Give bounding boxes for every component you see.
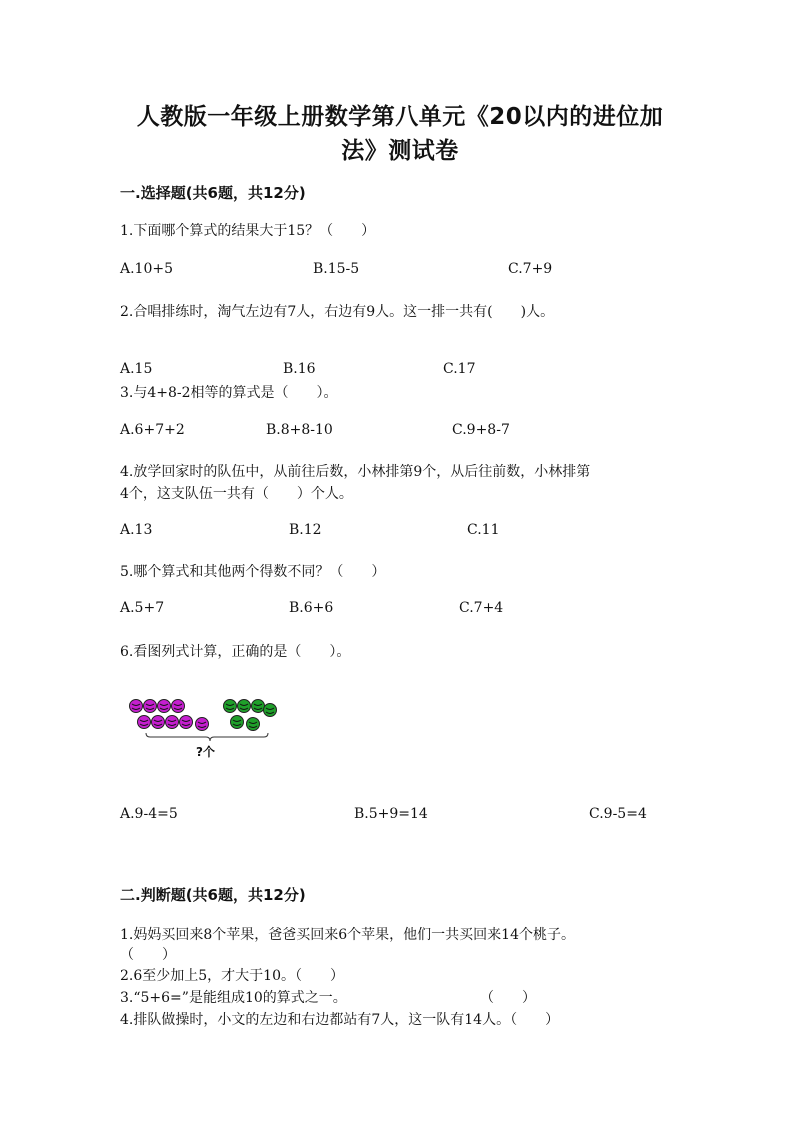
page-title-continued: 法》测试卷 (341, 138, 459, 164)
figure-label: ?个 (196, 745, 215, 759)
section-heading-judgment: 二.判断题(共6题，共12分) (120, 886, 306, 904)
question-4-line1: 4.放学回家时的队伍中，从前往后数，小林排第9个，从后往前数，小林排第 (120, 464, 591, 480)
marble-group (130, 700, 277, 731)
judgment-3-answer[interactable]: （ ） (480, 990, 536, 1006)
question-6: 6.看图列式计算，正确的是（ ）。 (120, 644, 351, 660)
brace-line (146, 733, 268, 741)
option-1a[interactable]: A.10+5 (120, 261, 174, 277)
option-2a[interactable]: A.15 (120, 361, 153, 377)
option-1c[interactable]: C.7+9 (508, 261, 553, 277)
option-4b[interactable]: B.12 (289, 522, 322, 538)
option-6a[interactable]: A.9-4=5 (120, 806, 178, 822)
option-2c[interactable]: C.17 (443, 361, 476, 377)
option-5b[interactable]: B.6+6 (289, 600, 334, 616)
section-heading-choice: 一.选择题(共6题，共12分) (120, 184, 306, 202)
page-title: 人教版一年级上册数学第八单元《20以内的进位加 (136, 104, 664, 130)
marble-figure (126, 695, 286, 765)
question-2: 2.合唱排练时，淘气左边有7人，右边有9人。这一排一共有( )人。 (120, 304, 555, 320)
question-5: 5.哪个算式和其他两个得数不同？（ ） (120, 564, 386, 580)
judgment-4: 4.排队做操时，小文的左边和右边都站有7人，这一队有14人。（ ） (120, 1012, 560, 1028)
judgment-2: 2.6至少加上5，才大于10。（ ） (120, 968, 344, 984)
option-1b[interactable]: B.15-5 (313, 261, 360, 277)
option-3a[interactable]: A.6+7+2 (120, 422, 185, 438)
question-4-line2: 4个，这支队伍一共有（ ）个人。 (120, 486, 353, 502)
judgment-3: 3.“5+6=”是能组成10的算式之一。 (120, 990, 347, 1006)
option-5c[interactable]: C.7+4 (459, 600, 504, 616)
judgment-1-line1: 1.妈妈买回来8个苹果，爸爸买回来6个苹果，他们一共买回来14个桃子。 (120, 927, 575, 943)
option-6b[interactable]: B.5+9=14 (354, 806, 428, 822)
option-4c[interactable]: C.11 (467, 522, 500, 538)
question-1: 1.下面哪个算式的结果大于15？（ ） (120, 223, 376, 239)
option-2b[interactable]: B.16 (283, 361, 316, 377)
option-3c[interactable]: C.9+8-7 (452, 422, 510, 438)
option-4a[interactable]: A.13 (120, 522, 153, 538)
option-3b[interactable]: B.8+8-10 (266, 422, 333, 438)
judgment-1-answer[interactable]: （ ） (120, 947, 176, 963)
option-5a[interactable]: A.5+7 (120, 600, 165, 616)
question-3: 3.与4+8-2相等的算式是（ ）。 (120, 385, 338, 401)
option-6c[interactable]: C.9-5=4 (589, 806, 647, 822)
